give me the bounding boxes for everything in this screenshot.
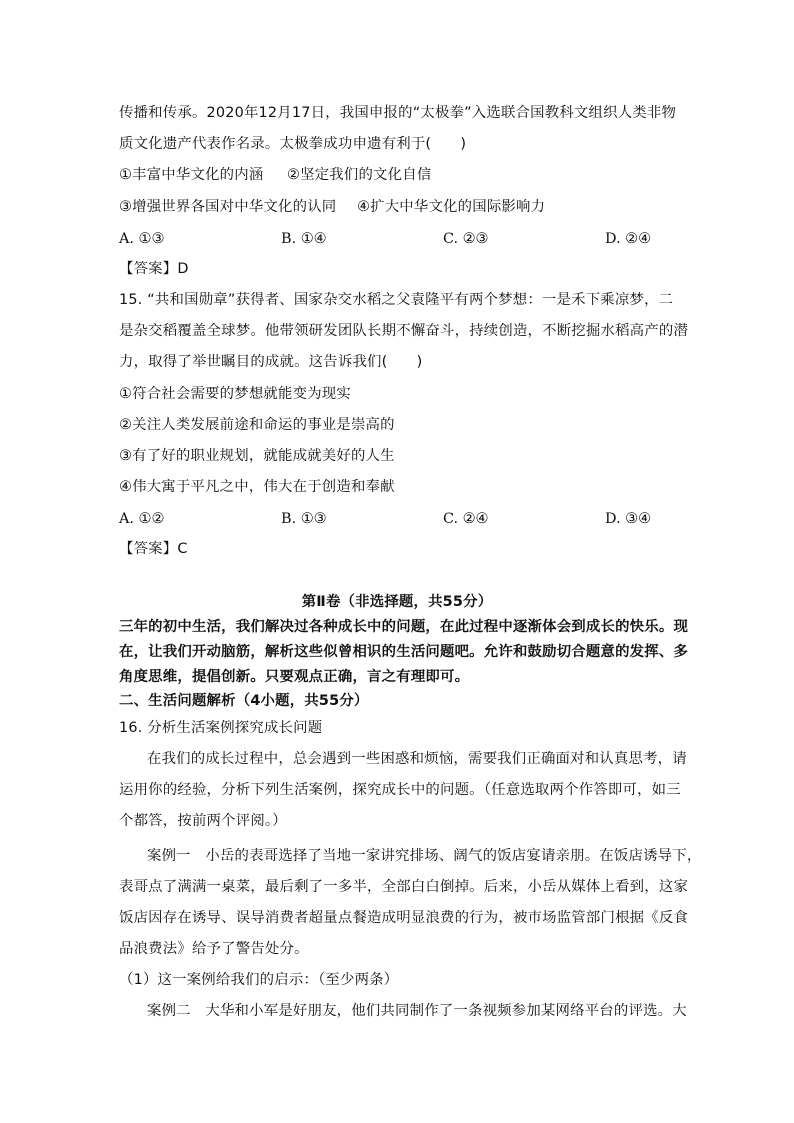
q15-item-3: ③有了好的职业规划，就能成就美好的人生	[119, 448, 395, 464]
q15-line-1: 15. “共和国勋章”获得者、国家杂交水稻之父袁隆平有两个梦想：一是禾下乘凉梦，二	[119, 292, 674, 308]
case1-line-3: 饭店因存在诱导、误导消费者超量点餐造成明显浪费的行为，被市场监管部门根据《反食	[119, 910, 689, 926]
q14-item-3: ③增强世界各国对中华文化的认同	[119, 199, 337, 215]
q15-line-3: 力，取得了举世瞩目的成就。这告诉我们( )	[119, 354, 423, 370]
q15-option-b: B. ①③	[281, 511, 327, 527]
q16-subquestion-1: （1）这一案例给我们的启示：（至少两条）	[119, 972, 399, 988]
q14-answer: 【答案】D	[119, 261, 189, 277]
q14-option-a: A. ①③	[119, 231, 165, 247]
q14-option-d: D. ②④	[605, 231, 651, 247]
case1-line-1: 案例一 小岳的表哥选择了当地一家讲究排场、阔气的饭店宴请亲朋。在饭店诱导下，	[147, 848, 702, 864]
q14-option-c: C. ②③	[443, 231, 489, 247]
section-intro-3: 角度思维，提倡创新。只要观点正确，言之有理即可。	[119, 669, 470, 685]
q16-para-line-1: 在我们的成长过程中，总会遇到一些困惑和烦恼，需要我们正确面对和认真思考，请	[147, 751, 687, 767]
q16-para-line-2: 运用你的经验，分析下列生活案例，探究成长中的问题。（任意选取两个作答即可，如三	[119, 782, 681, 798]
q15-line-2: 是杂交稻覆盖全球梦。他带领研发团队长期不懈奋斗，持续创造，不断挖掘水稻高产的潜	[119, 323, 689, 339]
q15-option-d: D. ③④	[605, 511, 651, 527]
part-title: 二、生活问题解析（4小题，共55分）	[119, 693, 369, 709]
q15-item-1: ①符合社会需要的梦想就能变为现实	[119, 386, 351, 402]
case1-line-4: 品浪费法》给予了警告处分。	[119, 941, 309, 957]
q14-item-2: ②坚定我们的文化自信	[287, 167, 432, 183]
q14-item-4: ④扩大中华文化的国际影响力	[357, 199, 546, 215]
q14-line-2: 质文化遗产代表作名录。太极拳成功申遗有利于( )	[119, 136, 467, 152]
q16-para-line-3: 个都答，按前两个评阅。）	[119, 813, 287, 829]
section-intro-2: 在，让我们开动脑筋，解析这些似曾相识的生活问题吧。允许和鼓励切合题意的发挥、多	[119, 644, 689, 660]
case1-line-2: 表哥点了满满一桌菜，最后剩了一多半，全部白白倒掉。后来，小岳从媒体上看到，这家	[119, 879, 689, 895]
q15-answer: 【答案】C	[119, 541, 188, 557]
section-title: 第Ⅱ卷（非选择题，共55分）	[301, 594, 493, 610]
q15-option-c: C. ②④	[443, 511, 489, 527]
q15-item-4: ④伟大寓于平凡之中，伟大在于创造和奉献	[119, 479, 395, 495]
q15-option-a: A. ①②	[119, 511, 165, 527]
q16-title: 16. 分析生活案例探究成长问题	[119, 720, 323, 736]
q15-item-2: ②关注人类发展前途和命运的事业是崇高的	[119, 417, 395, 433]
case2-line-1: 案例二 大华和小军是好朋友，他们共同制作了一条视频参加某网络平台的评选。大	[147, 1003, 687, 1019]
q14-item-1: ①丰富中华文化的内涵	[119, 167, 264, 183]
q14-option-b: B. ①④	[281, 231, 327, 247]
q14-line-1: 传播和传承。2020年12月17日，我国申报的“太极拳”入选联合国教科文组织人类非物	[119, 105, 677, 121]
section-intro-1: 三年的初中生活，我们解决过各种成长中的问题，在此过程中逐渐体会到成长的快乐。现	[119, 619, 689, 635]
